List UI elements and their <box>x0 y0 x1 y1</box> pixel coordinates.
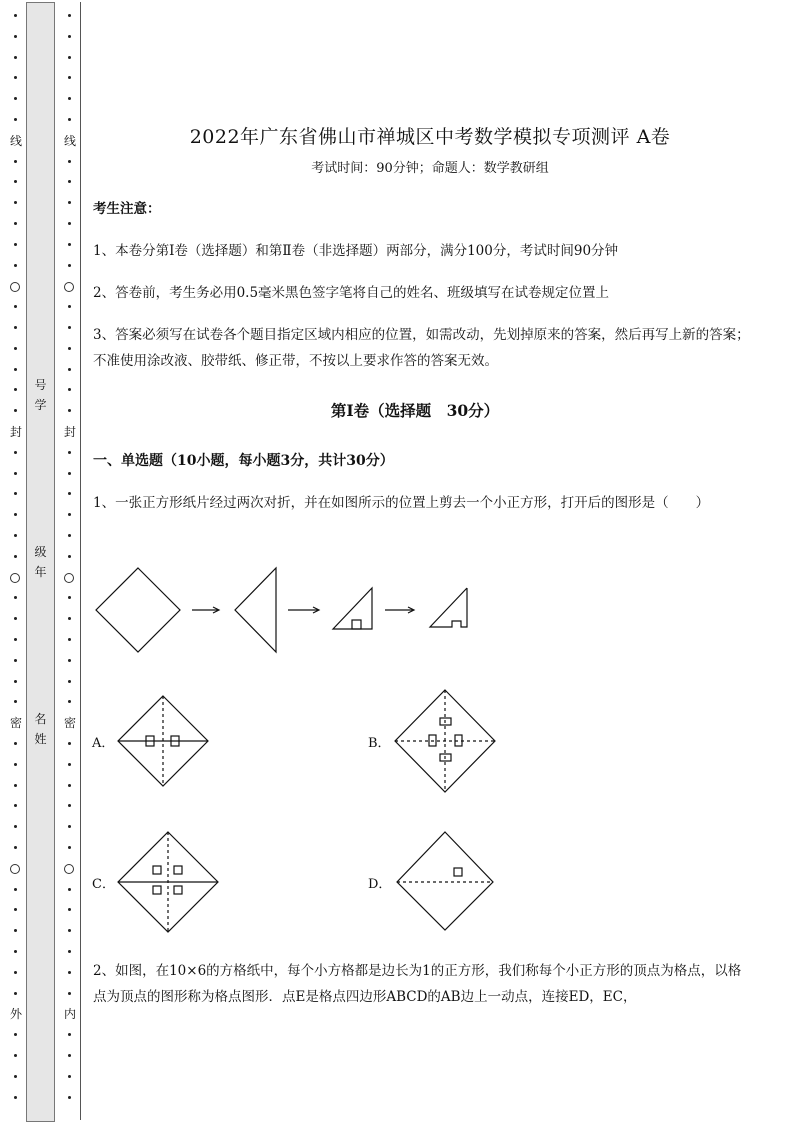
margin-dot <box>14 264 17 267</box>
margin-circle <box>10 573 20 583</box>
margin-dot <box>68 971 71 974</box>
square-paper-shape <box>96 568 180 652</box>
option-b-figure[interactable] <box>393 688 497 794</box>
margin-dot <box>68 638 71 641</box>
margin-dot <box>68 742 71 745</box>
margin-dot <box>14 929 17 932</box>
margin-dot <box>68 1033 71 1036</box>
option-d-figure[interactable] <box>393 830 497 934</box>
margin-dot <box>68 201 71 204</box>
outer-dotted-line <box>6 0 26 1123</box>
margin-dot <box>68 305 71 308</box>
margin-dot <box>68 1096 71 1099</box>
inner-label-nei: 内 <box>63 1007 76 1021</box>
part-title: 第I卷（选择题 30分） <box>330 401 500 420</box>
margin-dot <box>68 56 71 59</box>
margin-dot <box>14 992 17 995</box>
notice-item-2: 2、答卷前，考生务必用0.5毫米黑色签字笔将自己的姓名、班级填写在试卷规定位置上 <box>93 285 610 301</box>
margin-dot <box>68 1075 71 1078</box>
margin-dot <box>14 763 17 766</box>
margin-dot <box>14 118 17 121</box>
margin-dot <box>68 180 71 183</box>
margin-dot <box>14 534 17 537</box>
margin-dot <box>14 97 17 100</box>
margin-dot <box>68 950 71 953</box>
option-d-label[interactable]: D． <box>368 877 392 892</box>
outer-label-wai: 外 <box>9 1007 22 1021</box>
margin-dot <box>68 160 71 163</box>
margin-dot <box>68 908 71 911</box>
margin-dot <box>14 472 17 475</box>
margin-dot <box>14 368 17 371</box>
margin-dot <box>68 784 71 787</box>
folded-triangle-shape <box>235 568 276 652</box>
field-student-id-char2: 学 <box>34 398 47 412</box>
margin-dot <box>68 888 71 891</box>
question-2-stem: 2、如图，在10×6的方格纸中，每个小方格都是边长为1的正方形，我们称每个小正方形的顶点为格点，以格点为顶点的图形称为格点图形．点E是格点四边形ABCD的AB边上一动点，连接ED，EC， <box>93 963 742 1005</box>
margin-dot <box>14 680 17 683</box>
margin-dot <box>14 492 17 495</box>
margin-dot <box>14 804 17 807</box>
margin-dot <box>14 35 17 38</box>
notice-heading: 考生注意： <box>93 201 161 217</box>
margin-dot <box>68 513 71 516</box>
outer-label-xian: 线 <box>9 134 22 148</box>
inner-label-feng: 封 <box>63 425 76 439</box>
margin-dot <box>68 825 71 828</box>
option-c-figure[interactable] <box>116 830 220 934</box>
field-student-id-char1: 号 <box>34 378 47 392</box>
margin-circle <box>64 864 74 874</box>
option-a-figure[interactable] <box>116 694 210 788</box>
margin-dot <box>14 617 17 620</box>
question-1-stem: 1、一张正方形纸片经过两次对折，并在如图所示的位置上剪去一个小正方形，打开后的图形是（ ） <box>93 495 710 511</box>
margin-dot <box>14 784 17 787</box>
inner-dotted-line <box>60 0 80 1123</box>
inner-label-xian: 线 <box>63 134 76 148</box>
margin-dot <box>14 305 17 308</box>
margin-circle <box>10 282 20 292</box>
margin-dot <box>14 326 17 329</box>
margin-dot <box>68 368 71 371</box>
margin-dot <box>68 1054 71 1057</box>
margin-dot <box>14 1075 17 1078</box>
margin-dot <box>68 243 71 246</box>
margin-dot <box>68 492 71 495</box>
binding-line <box>80 2 81 1120</box>
margin-dot <box>68 846 71 849</box>
margin-dot <box>68 326 71 329</box>
margin-dot <box>68 264 71 267</box>
exam-title: 2022年广东省佛山市禅城区中考数学模拟专项测评 A卷 <box>189 126 671 148</box>
margin-dot <box>14 1033 17 1036</box>
margin-dot <box>68 76 71 79</box>
margin-circle <box>64 282 74 292</box>
margin-dot <box>68 596 71 599</box>
notice-item-3: 3、答案必须写在试卷各个题目指定区域内相应的位置，如需改动，先划掉原来的答案，然后再写上新的答案；不准使用涂改液、胶带纸、修正带，不按以上要求作答的答案无效。 <box>93 327 750 369</box>
margin-dot <box>14 56 17 59</box>
margin-dot <box>14 243 17 246</box>
margin-dot <box>68 929 71 932</box>
margin-dot <box>68 472 71 475</box>
margin-circle <box>64 573 74 583</box>
margin-dot <box>14 222 17 225</box>
cut-triangle-shape <box>430 588 467 627</box>
margin-dot <box>14 700 17 703</box>
field-name-char2: 姓 <box>34 732 47 746</box>
margin-dot <box>14 1096 17 1099</box>
margin-dot <box>68 617 71 620</box>
outer-label-feng: 封 <box>9 425 22 439</box>
margin-dot <box>14 160 17 163</box>
field-grade-char2: 年 <box>34 565 47 579</box>
margin-dot <box>68 14 71 17</box>
margin-circle <box>10 864 20 874</box>
margin-dot <box>14 388 17 391</box>
margin-dot <box>68 555 71 558</box>
margin-dot <box>14 596 17 599</box>
margin-dot <box>68 700 71 703</box>
section-title: 一、单选题（10小题，每小题3分，共计30分） <box>93 453 394 469</box>
option-a-label[interactable]: A． <box>92 736 115 751</box>
margin-dot <box>14 659 17 662</box>
margin-dot <box>14 180 17 183</box>
field-name-char1: 名 <box>34 712 47 726</box>
margin-dot <box>14 825 17 828</box>
option-b-label[interactable]: B． <box>368 736 391 751</box>
margin-dot <box>14 1054 17 1057</box>
margin-dot <box>14 846 17 849</box>
margin-dot <box>14 555 17 558</box>
margin-dot <box>68 118 71 121</box>
margin-dot <box>14 347 17 350</box>
margin-dot <box>68 388 71 391</box>
field-grade-char1: 级 <box>34 545 47 559</box>
option-c-label[interactable]: C． <box>92 877 115 892</box>
margin-dot <box>68 409 71 412</box>
margin-dot <box>14 451 17 454</box>
margin-dot <box>14 513 17 516</box>
margin-dot <box>68 659 71 662</box>
margin-dot <box>14 888 17 891</box>
margin-dot <box>68 222 71 225</box>
margin-dot <box>14 742 17 745</box>
margin-dot <box>68 680 71 683</box>
exam-subtitle: 考试时间：90分钟；命题人：数学教研组 <box>311 161 549 176</box>
margin-dot <box>14 14 17 17</box>
margin-dot <box>68 534 71 537</box>
margin-dot <box>14 76 17 79</box>
margin-dot <box>14 201 17 204</box>
inner-label-mi: 密 <box>63 716 76 730</box>
notice-item-1: 1、本卷分第I卷（选择题）和第Ⅱ卷（非选择题）两部分，满分100分，考试时间90分钟 <box>93 243 619 259</box>
binding-strip <box>26 2 55 1122</box>
margin-dot <box>14 908 17 911</box>
margin-dot <box>68 97 71 100</box>
outer-label-mi: 密 <box>9 716 22 730</box>
folding-sequence-figure <box>90 560 490 660</box>
margin-dot <box>68 763 71 766</box>
margin-dot <box>68 347 71 350</box>
margin-dot <box>14 409 17 412</box>
margin-dot <box>68 35 71 38</box>
cut-square <box>352 620 361 629</box>
margin-dot <box>14 971 17 974</box>
margin-dot <box>68 451 71 454</box>
margin-dot <box>68 804 71 807</box>
margin-dot <box>68 992 71 995</box>
margin-dot <box>14 638 17 641</box>
margin-dot <box>14 950 17 953</box>
